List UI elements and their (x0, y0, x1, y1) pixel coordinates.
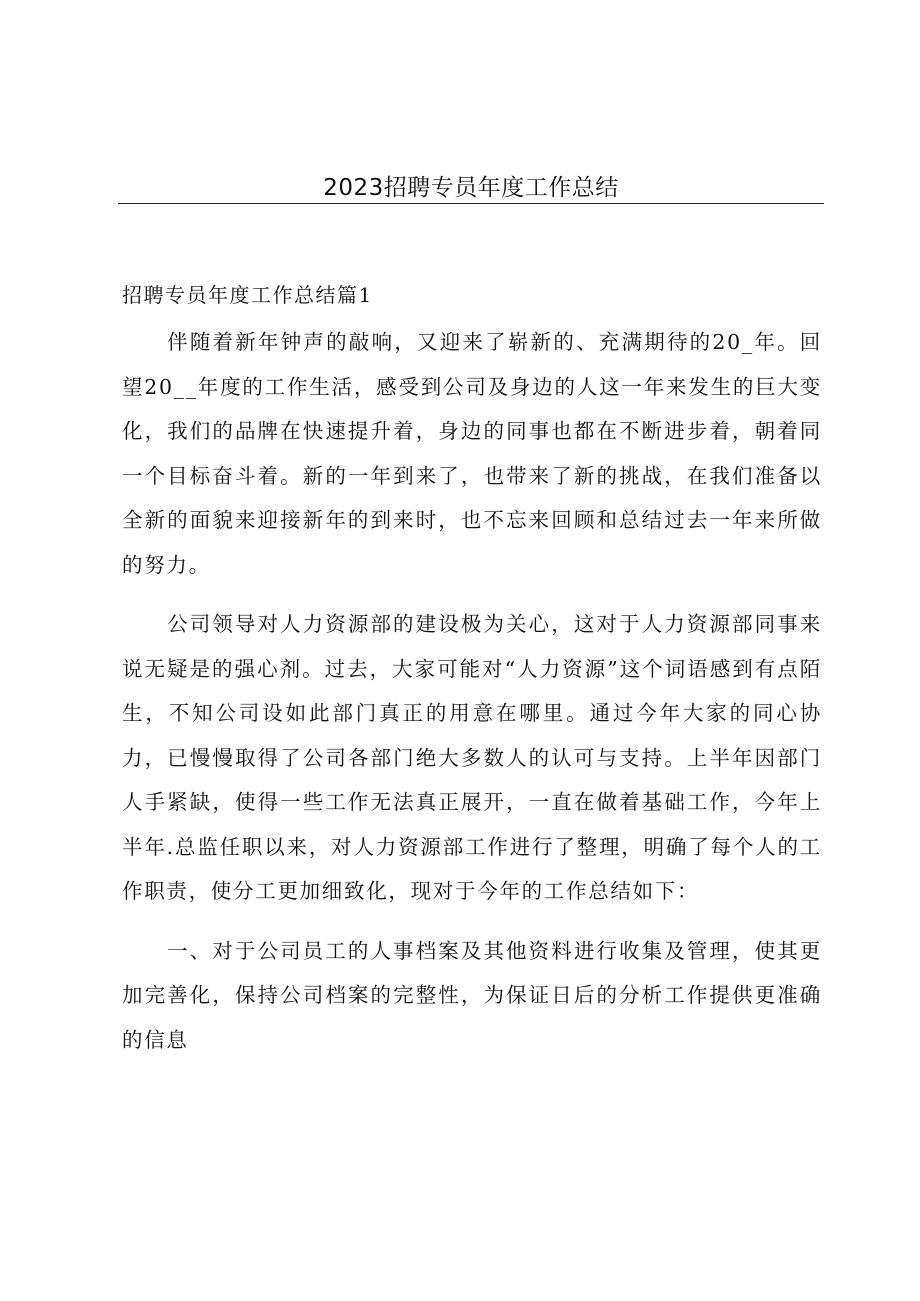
title-underline-rule (118, 203, 824, 204)
document-body (122, 320, 822, 1062)
document-title: 2023招聘专员年度工作总结 (323, 175, 619, 201)
section-heading: 招聘专员年度工作总结篇1 (122, 283, 373, 307)
body-paragraph: 伴随着新年钟声的敲响，又迎来了崭新的、充满期待的20_年。回望20__年度的工作生活，感受到公司及身边的人这一年来发生的巨大变化，我们的品牌在快速提升着，身边的同事也都在不断进步着，朝着同一个目标奋斗着。新的一年到来了，也带来了新的挑战，在我们准备以全新的面貌来迎接新年的到来时，也不忘来回顾和总结过去一年来所做的努力。 (122, 330, 822, 577)
body-paragraph: 公司领导对人力资源部的建设极为关心，这对于人力资源部同事来说无疑是的强心剂。过去，大家可能对“人力资源”这个词语感到有点陌生，不知公司设如此部门真正的用意在哪里。通过今年大家的同心协力，已慢慢取得了公司各部门绝大多数人的认可与支持。上半年因部门人手紧缺，使得一些工作无法真正展开，一直在做着基础工作，今年上半年.总监任职以来，对人力资源部工作进行了整理，明确了每个人的工作职责，使分工更加细致化，现对于今年的工作总结如下： (122, 612, 822, 903)
body-paragraph: 一、对于公司员工的人事档案及其他资料进行收集及管理，使其更加完善化，保持公司档案的完整性，为保证日后的分析工作提供更准确的信息 (122, 938, 822, 1052)
